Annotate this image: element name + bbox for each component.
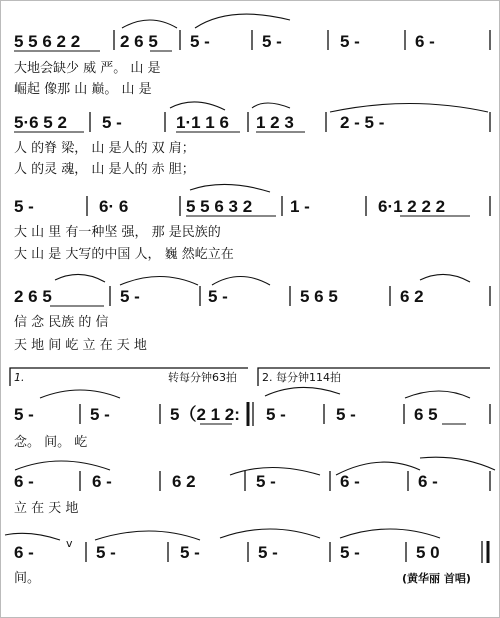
s6-m2-notes: 6 - — [92, 472, 112, 491]
s3-m4-notes: 1 - — [290, 197, 310, 216]
volta-1-tempo: 转每分钟63拍 — [168, 371, 237, 384]
s3-lyric-verse2: 大 山 是 大写的中国 人， 巍 然屹立在 — [14, 247, 234, 262]
s3-m1-notes: 5 - — [14, 197, 34, 216]
s6-lyric: 立 在 天 地 — [14, 501, 79, 516]
s3-lyric-verse1: 大 山 里 有一种坚 强， 那 是民族的 — [14, 225, 221, 240]
s7-m4-notes: 5 - — [258, 543, 278, 562]
s1-m4-notes: 5 - — [262, 32, 282, 51]
s1-m2-notes: 2 6 5 — [120, 32, 158, 51]
s4-m1-notes: 2 6 5 — [14, 287, 52, 306]
s7-m1-notes: 6 - — [14, 543, 34, 562]
volta-brackets — [10, 368, 490, 386]
s1-m3-notes: 5 - — [190, 32, 210, 51]
s2-m3-notes: 1·1 1 6 — [176, 113, 229, 132]
s5-m6-notes: 6 5 — [414, 405, 438, 424]
s5-m2-notes: 5 - — [90, 405, 110, 424]
s5-m4-notes: 5 - — [266, 405, 286, 424]
volta-1-number: 1. — [14, 371, 25, 384]
s5-m5-notes: 5 - — [336, 405, 356, 424]
breath-mark: v — [66, 537, 73, 550]
s6-m5-notes: 6 - — [340, 472, 360, 491]
s6-m4-notes: 5 - — [256, 472, 276, 491]
s5-lyric: 念。 间。 屹 — [14, 435, 88, 450]
s2-m1-notes: 5·6 5 2 — [14, 113, 67, 132]
system-7 — [5, 529, 488, 586]
system-5 — [14, 387, 490, 450]
performer-credit: (黄华丽 首唱) — [402, 572, 471, 585]
s5-m1-notes: 5 - — [14, 405, 34, 424]
s1-m1-notes: 5 5 6 2 2 — [14, 32, 81, 51]
s7-lyric: 间。 — [14, 571, 41, 586]
s2-m5-notes: 2 - 5 - — [340, 113, 385, 132]
s6-m1-notes: 6 - — [14, 472, 34, 491]
system-1 — [14, 14, 490, 97]
s2-m2-notes: 5 - — [102, 113, 122, 132]
s3-m5-notes: 6·1 2 2 2 — [378, 197, 446, 216]
s1-lyric-verse1: 大地会缺少 威 严。 山 是 — [14, 61, 161, 76]
s3-m3-notes: 5 5 6 3 2 — [186, 197, 253, 216]
s4-m4-notes: 5 6 5 — [300, 287, 338, 306]
s2-m4-notes: 1 2 3 — [256, 113, 294, 132]
system-3 — [14, 184, 490, 262]
s2-lyric-verse2: 人 的灵 魂， 山 是人的 赤 胆； — [14, 162, 195, 177]
system-2 — [14, 102, 490, 177]
s1-m6-notes: 6 - — [415, 32, 435, 51]
s7-m5-notes: 5 - — [340, 543, 360, 562]
s4-m2-notes: 5 - — [120, 287, 140, 306]
volta-2-tempo: 2. 每分钟114拍 — [262, 371, 341, 384]
system-6 — [14, 457, 495, 516]
s4-lyric-verse1: 信 念 民族 的 信 — [14, 315, 109, 330]
s4-m3-notes: 5 - — [208, 287, 228, 306]
s4-lyric-verse2: 天 地 间 屹 立 在 天 地 — [14, 338, 147, 353]
s1-lyric-verse2: 崛起 像那 山 巅。 山 是 — [14, 82, 152, 97]
s7-m2-notes: 5 - — [96, 543, 116, 562]
s3-m2-notes: 6· 6 — [99, 197, 129, 216]
s4-m5-notes: 6 2 — [400, 287, 424, 306]
s6-m6-notes: 6 - — [418, 472, 438, 491]
s6-m3-notes: 6 2 — [172, 472, 196, 491]
s2-lyric-verse1: 人 的脊 梁， 山 是人的 双 肩； — [14, 141, 195, 156]
s7-m6-notes: 5 0 — [416, 543, 440, 562]
s7-m3-notes: 5 - — [180, 543, 200, 562]
system-4 — [14, 274, 490, 353]
s1-m5-notes: 5 - — [340, 32, 360, 51]
s5-m3-notes: 5（2 1 2: — [170, 405, 240, 424]
